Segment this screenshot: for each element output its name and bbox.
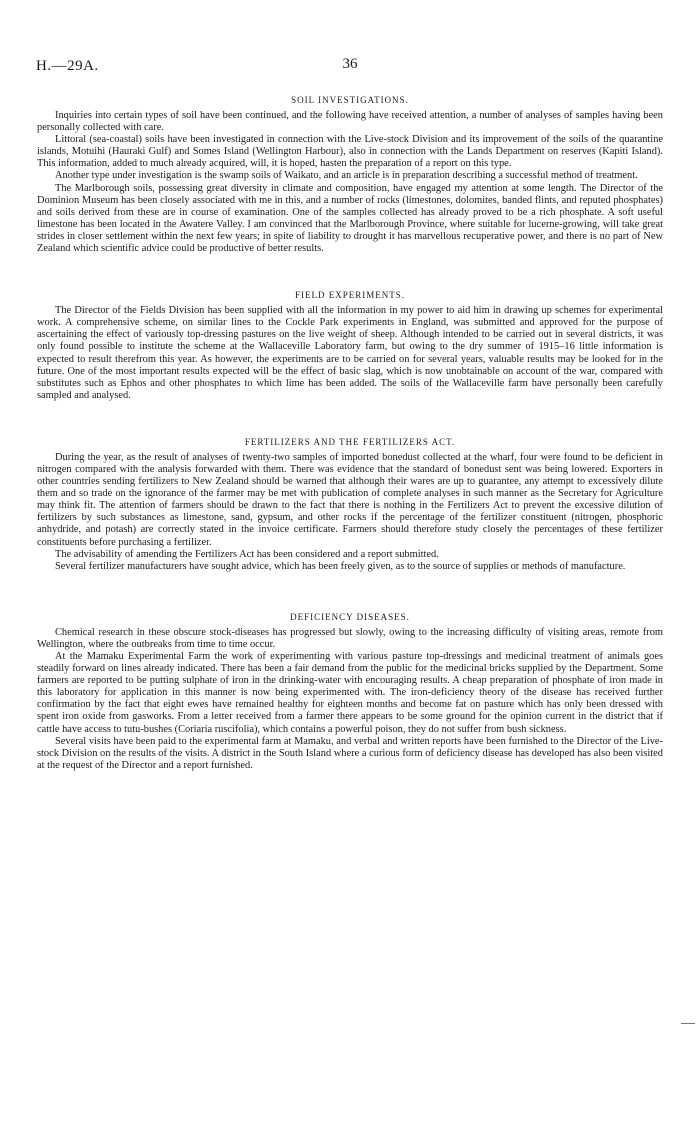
paragraph: The advisability of amending the Fertilizers Act has been considered and a report submitted.	[55, 548, 439, 560]
paragraph: During the year, as the result of analyses of twenty-two samples of imported bonedust collected at the wharf, four were found to be deficient in nitrogen compared with the analysis forwarded with them. There was evidence that the standard of bonedust sent was being lowered. Exporters in other countries sending fertilizers to New Zealand should be warned that although their wares are up to guarantee, any attempt to excessively dilute them and so trade on the ignorance of the farmer may be met with publication of complete analyses in such manner as the Secretary for Agriculture may think fit. The attention of farmers should be drawn to the fact that there is nothing in the Fertilizers Act to prevent the excessive dilution of fertilizers by such substances as limestone, sand, gypsum, and other rocks if the percentage of the fertilizer constituent (nitrogen, phosphoric anhydride, and potash) are correctly stated in the invoice certificate. Farmers should therefore study closely the percentages of these fertilizer constituents before purchasing a fertilizer.	[37, 451, 663, 548]
paragraph: Chemical research in these obscure stock-diseases has progressed but slowly, owing to the increasing difficulty of visiting areas, remote from Wellington, where the outbreaks from time to time occur.	[37, 626, 663, 650]
section-soil-investigations	[37, 94, 663, 255]
paragraph: The Marlborough soils, possessing great diversity in climate and composition, have engaged my attention at some length. The Director of the Dominion Museum has been closely associated with me in this, and a number of rocks (limestones, dolomites, banded flints, and reputed phosphates) and soils derived from these are in course of examination. One of the samples collected has already proved to be a rich phosphate. A soft useful limestone has been located in the Awatere Valley. I am convinced that the Marlborough Province, where suitable for lucerne-growing, will take great strides in closer settlement within the next few years; in spite of liability to drought it has marvellous recuperative power, and there is no part of New Zealand which scientific advice could be productive of better results.	[37, 182, 663, 255]
page-header	[36, 58, 664, 78]
page-body	[37, 94, 663, 772]
section-deficiency-diseases	[37, 611, 663, 772]
paragraph: Several visits have been paid to the experimental farm at Mamaku, and verbal and written reports have been furnished to the Director of the Live-stock Division on the results of the visits. A district in the South Island where a curious form of deficiency disease has developed has also been visited at the request of the Director and a report furnished.	[37, 735, 663, 771]
section-heading: FIELD EXPERIMENTS.	[295, 290, 405, 301]
paragraph: The Director of the Fields Division has been supplied with all the information in my power to aid him in drawing up schemes for experimental work. A comprehensive scheme, on similar lines to the Cockle Park experiments in England, was submitted and approved for the purpose of ascertaining the effect of variously top-dressing pastures on the live weight of sheep. Although intended to be carried out in several districts, it was only found possible to institute the scheme at the Wallaceville Laboratory farm, but owing to the dry summer of 1915–16 little information is expected to result therefrom this year. As however, the experiments are to be carried on for several years, valuable results may be looked for in the future. One of the most important results expected will be the effect of basic slag, which is now unobtainable on account of the war, compared with substitutes such as Ephos and other phosphates to which lime has been added. The soils of the Wallaceville farm have personally been carefully sampled and analysed.	[37, 305, 663, 401]
paragraph: Another type under investigation is the swamp soils of Waikato, and an article is in preparation describing a successful method of treatment.	[55, 170, 638, 182]
margin-rule	[681, 1023, 695, 1024]
section-field-experiments	[37, 289, 663, 402]
section-heading: FERTILIZERS AND THE FERTILIZERS ACT.	[244, 436, 456, 447]
paragraph: Several fertilizer manufacturers have sought advice, which has been freely given, as to the source of supplies or methods of manufacture.	[55, 560, 626, 572]
page-number: 36	[342, 56, 358, 72]
section-heading: DEFICIENCY DISEASES.	[290, 611, 410, 622]
paragraph: At the Mamaku Experimental Farm the work of experimenting with various pasture top-dressings and medicinal treatment of animals goes steadily forward on lines already indicated. There has been a fair demand from the public for the medicinal bricks supplied by the Department. Some farmers are reported to be putting sulphate of iron in the drinking-water with encouraging results. A cheap preparation of phosphate of iron made in this laboratory for application in this manner is now being experimented with. The iron-deficiency theory of the disease has received further confirmation by the fact that eight ewes have remained healthy for eighteen months and become fat on pasture which has only been dressed with spent iron oxide from gasworks. From a letter received from a farmer there appears to be some ground for the opinion current in the district that if cattle have access to tutu-bushes (Coriaria ruscifolia), which contains a powerful poison, they do not suffer from bush sickness.	[37, 651, 663, 735]
paragraph: Inquiries into certain types of soil have been continued, and the following have received attention, a number of analyses of samples having been personally collected with care.	[37, 110, 663, 134]
section-heading: SOIL INVESTIGATIONS.	[291, 95, 409, 105]
document-reference: H.—29A.	[36, 58, 99, 74]
section-fertilizers-act	[37, 436, 663, 573]
paragraph: Littoral (sea-coastal) soils have been investigated in connection with the Live-stock Division and its improvement of the soils of the quarantine islands, Motuihi (Hauraki Gulf) and Somes Island (Wellington Harbour), also in connection with the Lands Department on reserves (Kapiti Island). This information, added to much already acquired, will, it is hoped, hasten the preparation of a report on this type.	[37, 134, 663, 170]
